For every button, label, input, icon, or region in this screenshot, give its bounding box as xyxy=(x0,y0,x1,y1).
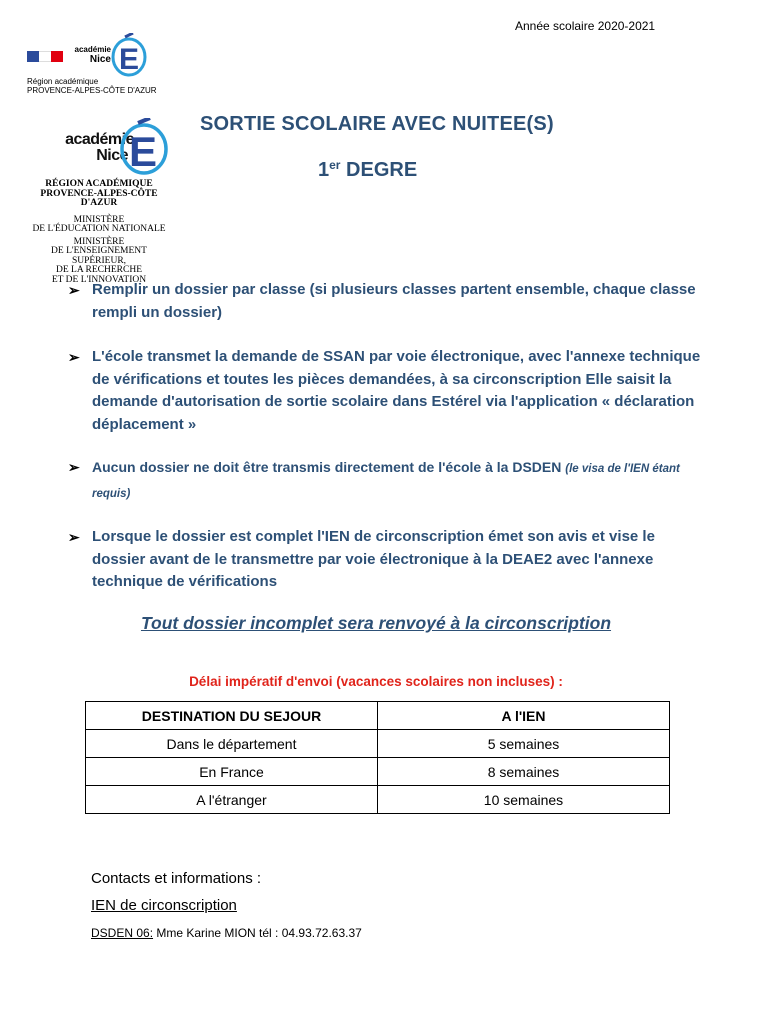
logo-main-wordmark: académie Nice xyxy=(65,131,134,164)
table-cell: En France xyxy=(86,758,378,786)
delay-heading: Délai impératif d'envoi (vacances scolaires non incluses) : xyxy=(189,674,563,689)
list-item: ➢ Remplir un dossier par classe (si plusieurs classes partent ensemble, chaque classe rempli un dossier) xyxy=(68,281,696,321)
table-header-row xyxy=(86,702,670,730)
table-row xyxy=(86,730,670,758)
table-cell: 5 semaines xyxy=(378,730,670,758)
instruction-list xyxy=(68,279,708,594)
list-item: ➢ Lorsque le dossier est complet l'IEN de circonscription émet son avis et vise le dossier avant de le transmettre par voie électronique à la DEAE2 avec l'annexe technique de vérifications xyxy=(68,528,655,590)
table-cell: 10 semaines xyxy=(378,786,670,814)
school-year: Année scolaire 2020-2021 xyxy=(515,19,656,33)
svg-text:E: E xyxy=(119,43,140,76)
logo-small-wordmark: académie Nice xyxy=(74,45,111,65)
document-title: SORTIE SCOLAIRE AVEC NUITEE(S) xyxy=(200,113,554,135)
incomplete-warning: Tout dossier incomplet sera renvoyé à la circonscription xyxy=(140,613,612,633)
bullet-note: (le visa de l'IEN étant requis) xyxy=(92,463,680,500)
svg-text:E: E xyxy=(129,128,158,175)
academie-e-icon xyxy=(118,118,170,176)
list-item: ➢ Aucun dossier ne doit être transmis directement de l'école à la DSDEN (le visa de l'IEN étant requis) xyxy=(68,456,708,505)
list-item: ➢ L'école transmet la demande de SSAN par voie électronique, avec l'annexe technique de vérifications et toutes les pièces demandées, à sa circonscription Elle saisit la demande d'autorisation de sortie scolaire dans Estérel via l'application « déclaration déplacement » xyxy=(68,348,701,433)
column-header: A l'IEN xyxy=(378,702,670,730)
dsden-contact: DSDEN 06: Mme Karine MION tél : 04.93.72.63.37 xyxy=(91,926,362,940)
table-row xyxy=(86,758,670,786)
arrow-bullet-icon: ➢ xyxy=(68,459,80,475)
table-cell: Dans le département xyxy=(86,730,378,758)
arrow-bullet-icon: ➢ xyxy=(68,529,80,545)
logo-main-ministries: RÉGION ACADÉMIQUE PROVENCE-ALPES-CÔTE D'AZUR MINISTÈRE DE L'ÉDUCATION NATIONALE MINISTÈRE DE L'ENSEIGNEMENT SUPÉRIEUR, DE LA RECHERCHE ET DE L'INNOVATION xyxy=(32,179,166,285)
document-subtitle: 1er DEGRE xyxy=(318,158,418,181)
delay-table xyxy=(85,701,670,814)
marianne-flag-icon xyxy=(27,51,65,69)
column-header: DESTINATION DU SEJOUR xyxy=(86,702,378,730)
arrow-bullet-icon: ➢ xyxy=(68,349,80,365)
table-row xyxy=(86,786,670,814)
table-cell: 8 semaines xyxy=(378,758,670,786)
academie-e-icon xyxy=(111,33,147,77)
academie-logo-small xyxy=(27,33,187,103)
table-cell: A l'étranger xyxy=(86,786,378,814)
ien-label: IEN de circonscription xyxy=(91,897,237,914)
logo-small-region: Région académique PROVENCE-ALPES-CÔTE D'AZUR xyxy=(27,77,157,95)
academie-logo-main xyxy=(24,118,174,285)
contacts-label: Contacts et informations : xyxy=(91,870,262,887)
arrow-bullet-icon: ➢ xyxy=(68,282,80,298)
